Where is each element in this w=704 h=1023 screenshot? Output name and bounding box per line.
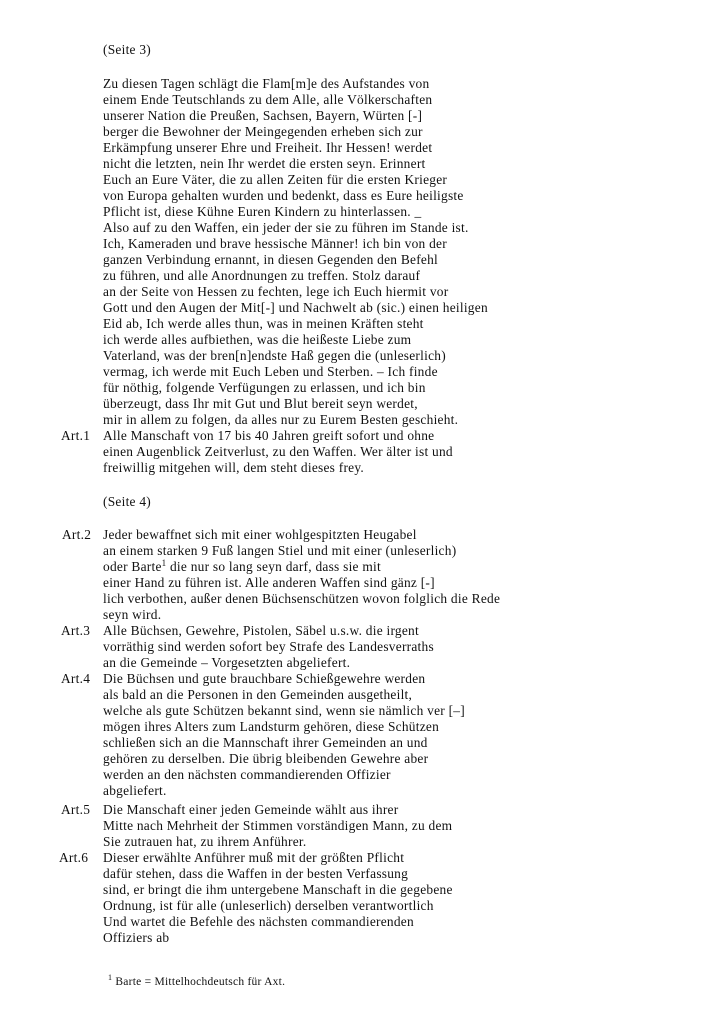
page-label-3: (Seite 3) [103, 42, 151, 57]
article-label: Art.4 [61, 671, 91, 686]
article-label: Art.3 [61, 623, 91, 638]
article-line: Sie zutrauen hat, zu ihrem Anführer. [103, 834, 307, 849]
article-label: Art.6 [59, 850, 89, 865]
intro-line: Eid ab, Ich werde alles thun, was in meinen Kräften steht [103, 316, 424, 331]
intro-line: ich werde alles aufbiethen, was die heißeste Liebe zum [103, 332, 412, 347]
article-line: vorräthig sind werden sofort bey Strafe des Landesverraths [103, 639, 434, 654]
article-line: einer Hand zu führen ist. Alle anderen Waffen sind gänz [-] [103, 575, 435, 590]
article-line: dafür stehen, dass die Waffen in der besten Verfassung [103, 866, 409, 881]
intro-line: Gott und den Augen der Mit[-] und Nachwelt ab (sic.) einen heiligen [103, 300, 488, 315]
article-label: Art.2 [62, 527, 92, 542]
intro-line: Erkämpfung unserer Ehre und Freiheit. Ihr Hessen! werdet [103, 140, 433, 155]
intro-line: überzeugt, dass Ihr mit Gut und Blut bereit seyn werdet, [103, 396, 418, 411]
article-line: sind, er bringt die ihm untergebene Manschaft in die gegebene [103, 882, 453, 897]
article-line: Und wartet die Befehle des nächsten commandierenden [103, 914, 414, 929]
intro-line: vermag, ich werde mit Euch Leben und Sterben. – Ich finde [103, 364, 438, 379]
intro-line: nicht die letzten, nein Ihr werdet die ersten seyn. Erinnert [103, 156, 426, 171]
page-label-4: (Seite 4) [103, 494, 151, 509]
intro-line: Zu diesen Tagen schlägt die Flam[m]e des Aufstandes von [103, 76, 430, 91]
intro-line: von Europa gehalten wurden und bedenkt, dass es Eure heiligste [103, 188, 464, 203]
article-line: Die Büchsen und gute brauchbare Schießgewehre werden [103, 671, 426, 686]
intro-line: Pflicht ist, diese Kühne Euren Kindern zu hinterlassen. _ [103, 204, 422, 219]
article-line: gehören zu derselben. Die übrig bleibenden Gewehre aber [103, 751, 429, 766]
intro-line: zu führen, und alle Anordnungen zu treffen. Stolz darauf [103, 268, 421, 283]
intro-line: an der Seite von Hessen zu fechten, lege ich Euch hiermit vor [103, 284, 449, 299]
article-label: Art.1 [61, 428, 91, 443]
article-label: Art.5 [61, 802, 91, 817]
article-line: werden an den nächsten commandierenden Offizier [103, 767, 391, 782]
intro-line: ganzen Verbindung ernannt, in diesen Gegenden den Befehl [103, 252, 439, 267]
intro-line: mir in allem zu folgen, da alles nur zu Eurem Besten geschieht. [103, 412, 459, 427]
article-line: Jeder bewaffnet sich mit einer wohlgespitzten Heugabel [103, 527, 417, 542]
barte-word: oder Barte [103, 559, 162, 574]
article-line: welche als gute Schützen bekannt sind, wenn sie nämlich ver [–] [103, 703, 465, 718]
footnote-text: Barte = Mittelhochdeutsch für Axt. [112, 976, 286, 988]
footnote-marker: 1 [108, 973, 113, 982]
footnote [108, 973, 286, 988]
article-line: einen Augenblick Zeitverlust, zu den Waffen. Wer älter ist und [103, 444, 453, 459]
article-line: seyn wird. [103, 607, 162, 622]
article-line: Offiziers ab [103, 930, 170, 945]
article-line: Alle Büchsen, Gewehre, Pistolen, Säbel u.s.w. die irgent [103, 623, 419, 638]
intro-line: Vaterland, was der bren[n]endste Haß gegen die (unleserlich) [103, 348, 446, 363]
article-line: als bald an die Personen in den Gemeinden ausgetheilt, [103, 687, 413, 702]
article-line: schließen sich an die Mannschaft ihrer Gemeinden an und [103, 735, 428, 750]
intro-line: berger die Bewohner der Meingegenden erheben sich zur [103, 124, 423, 139]
intro-line: Also auf zu den Waffen, ein jeder der sie zu führen im Stande ist. [103, 220, 469, 235]
footnote-ref[interactable]: 1 [161, 558, 167, 568]
article-line: Ordnung, ist für alle (unleserlich) derselben verantwortlich [103, 898, 434, 913]
article-line: abgeliefert. [103, 783, 167, 798]
intro-line: einem Ende Teutschlands zu dem Alle, alle Völkerschaften [103, 92, 433, 107]
article-line: Die Manschaft einer jeden Gemeinde wählt aus ihrer [103, 802, 399, 817]
intro-line: Ich, Kameraden und brave hessische Männer! ich bin von der [103, 236, 447, 251]
article-line: mögen ihres Alters zum Landsturm gehören, diese Schützen [103, 719, 440, 734]
intro-line: Euch an Eure Väter, die zu allen Zeiten für die ersten Krieger [103, 172, 448, 187]
article-line-rest: die nur so lang seyn darf, dass sie mit [166, 559, 381, 574]
article-line: Mitte nach Mehrheit der Stimmen vorständigen Mann, zu dem [103, 818, 453, 833]
article-line: an die Gemeinde – Vorgesetzten abgeliefert. [103, 655, 351, 670]
article-line: Alle Manschaft von 17 bis 40 Jahren greift sofort und ohne [103, 428, 435, 443]
article-line: freiwillig mitgehen will, dem steht dieses frey. [103, 460, 365, 475]
article-line: lich verbothen, außer denen Büchsenschützen wovon folglich die Rede [103, 591, 501, 606]
article-line: Dieser erwählte Anführer muß mit der größten Pflicht [103, 850, 405, 865]
intro-line: für nöthig, folgende Verfügungen zu erlassen, und ich bin [103, 380, 426, 395]
article-line: an einem starken 9 Fuß langen Stiel und mit einer (unleserlich) [103, 543, 457, 558]
intro-line: unserer Nation die Preußen, Sachsen, Bayern, Würten [-] [103, 108, 423, 123]
article-line [103, 559, 381, 575]
